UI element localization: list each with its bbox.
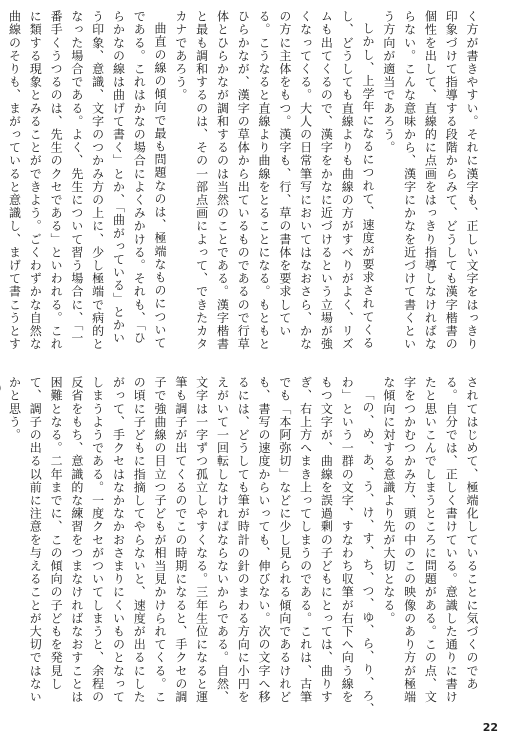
page-number: 22 [482,721,498,734]
paragraph: されてはじめて、極端化していることに気づくのである。自分では、正しく書けている。意識した通りに書けたと思いこんでしまうところに問題がある。この点、文字をつかむつかみ方、頭の中のこの映像のあり方が極端な傾向に対する意識より先が大切となる。 [381,376,479,704]
paragraph: しかし、上学年になるにつれて、速度が要求されてくるし、どうしても直線よりも曲線の方がすべりがよく、リズムも出てくるので、漢字をかなに近づけるという立場が強くなってくる。大人の日常筆写においてはなおさら、かなの方に主体をもつ。漢字も、行、草の書体を要求している。こうなると直線より曲線をとることになる。もともとひらかなが、漢字の草体から出ているものであるので行草体とひらかなが調和するのは当然のことである。漢字楷書と最も調和するのは、その一部点画によって、できたカタカナであろう。 [173,10,376,351]
upper-text-block [7,10,482,355]
paragraph: く方が書きやすい。それに漢字も、正しい文字をはっきり印象づけて指導する段階からみて、どうしても漢字楷書の個性を出して、直線的に点画をはっきり指導しなければならない。こんな意味から、漢字にかなを近づけて書くという方向が適当であろう。 [381,10,479,351]
paragraph: 曲直の線の傾向で最も問題なのは、極端なものについてである。これはかなの場合によくみかける。それも、「ひらかなの線は曲げて書く」とか、「曲がっている」とかいう印象、意識、文字のつかみ方の上に、少し極端で病的となった場合である。よく、先生について習う場合に、「一番手くうつるのは、先生のクセである」といわれる。これに類する現象とみることができよう。ごくわずかな自然な曲線のそりも、まがっていると意識し、まげて書こうとす [7,10,168,351]
lower-text-block [7,376,482,716]
paragraph: 「の、め、あ、う、け、す、ち、つ、ゆ、ら、り、ろ、わ」という一群の文字、すなわち収筆が右下へ向う線をもつ文字が、曲線を誤過剰の子どもにとっては、曲りすぎ、右上方へまき上ってしまうのである。これは、古筆でも「本阿弥切」などに少し見られる傾向であるけれども、書写の速度からいっても、伸びない。次の文字へ移るには、どうしても筆が時計の針のまわる方向に小円をえがいて一回転しなければならないからである。自然、文字は一字ずつ孤立しやすくなる。三年生位になると運筆も調子が出てくるのでこの時期になると、手クセの調子で強曲線の目立つ子どもが相当見かけられてくる。この頃に子どもに指摘してやらないと、速度が出るにしたがって、手クセはなかなかおさまりにくいものとなってしまうようである。一度クセがついてしまうと、余程の反省をもち、意識的な練習をつまなければなおすことは困難となる。二年までに、この傾向の子どもを発見して、調子の出る以前に注意を与えることが大切ではないかと思う。 [7,376,376,716]
